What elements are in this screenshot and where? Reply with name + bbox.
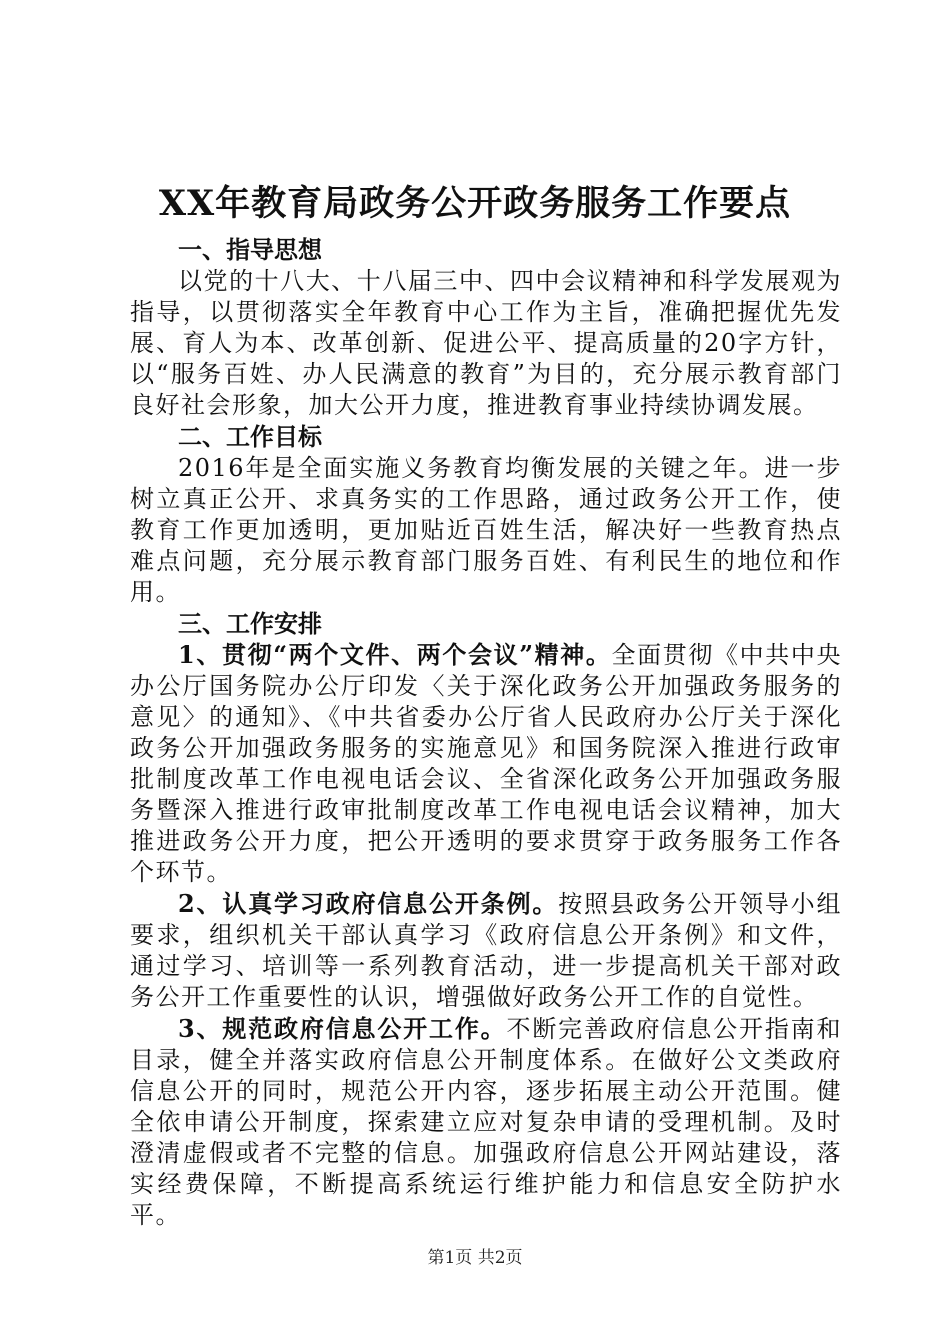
document-title: XX年教育局政务公开政务服务工作要点 bbox=[158, 183, 792, 224]
paragraph bbox=[130, 639, 842, 888]
paragraph-text: 按照县政务公开领导小组要求，组织机关干部认真学习《政府信息公开条例》和文件，通过学习、培训等一系列教育活动，进一步提高机关干部对政务公开工作重要性的认识，增强做好政务公开工作的自觉性。 bbox=[130, 890, 843, 1011]
paragraph-lead: 1、贯彻“两个文件、两个会议”精神。 bbox=[178, 640, 612, 669]
paragraph-text: 不断完善政府信息公开指南和目录，健全并落实政府信息公开制度体系。在做好公文类政府信息公开的同时，规范公开内容，逐步拓展主动公开范围。健全依申请公开制度，探索建立应对复杂申请的受理机制。及时澄清虚假或者不完整的信息。加强政府信息公开网站建设，落实经费保障，不断提高系统运行维护能力和信息安全防护水平。 bbox=[130, 1015, 842, 1229]
paragraph bbox=[130, 888, 842, 1013]
section-heading-guiding-thought: 一、指导思想 bbox=[178, 235, 322, 264]
paragraph-text: 以党的十八大、十八届三中、四中会议精神和科学发展观为指导，以贯彻落实全年教育中心工作为主旨，准确把握优先发展、育人为本、改革创新、促进公平、提高质量的20字方针，以“服务百姓、办人民满意的教育”为目的，充分展示教育部门良好社会形象，加大公开力度，推进教育事业持续协调发展。 bbox=[130, 267, 842, 419]
section-heading-work-arrangements: 三、工作安排 bbox=[178, 609, 322, 638]
paragraph bbox=[130, 1013, 842, 1231]
paragraph-text: 2016年是全面实施义务教育均衡发展的关键之年。进一步树立真正公开、求真务实的工作思路，通过政务公开工作，使教育工作更加透明，更加贴近百姓生活，解决好一些教育热点难点问题，充分展示教育部门服务百姓、有利民生的地位和作用。 bbox=[130, 454, 842, 606]
page-number-footer: 第1页 共2页 bbox=[427, 1248, 523, 1268]
section-heading-work-goals: 二、工作目标 bbox=[178, 422, 322, 451]
paragraph bbox=[130, 452, 842, 608]
document-body bbox=[130, 234, 842, 1231]
paragraph-lead: 3、规范政府信息公开工作。 bbox=[178, 1014, 507, 1043]
paragraph-lead: 2、认真学习政府信息公开条例。 bbox=[178, 889, 559, 918]
paragraph bbox=[130, 265, 842, 421]
paragraph-text: 全面贯彻《中共中央办公厅国务院办公厅印发〈关于深化政务公开加强政务服务的意见〉的通知》、《中共省委办公厅省人民政府办公厅关于深化政务公开加强政务服务的实施意见》和国务院深入推进行政审批制度改革工作电视电话会议、全省深化政务公开加强政务服务暨深入推进行政审批制度改革工作电视电话会议精神，加大推进政务公开力度，把公开透明的要求贯穿于政务服务工作各个环节。 bbox=[130, 641, 842, 886]
